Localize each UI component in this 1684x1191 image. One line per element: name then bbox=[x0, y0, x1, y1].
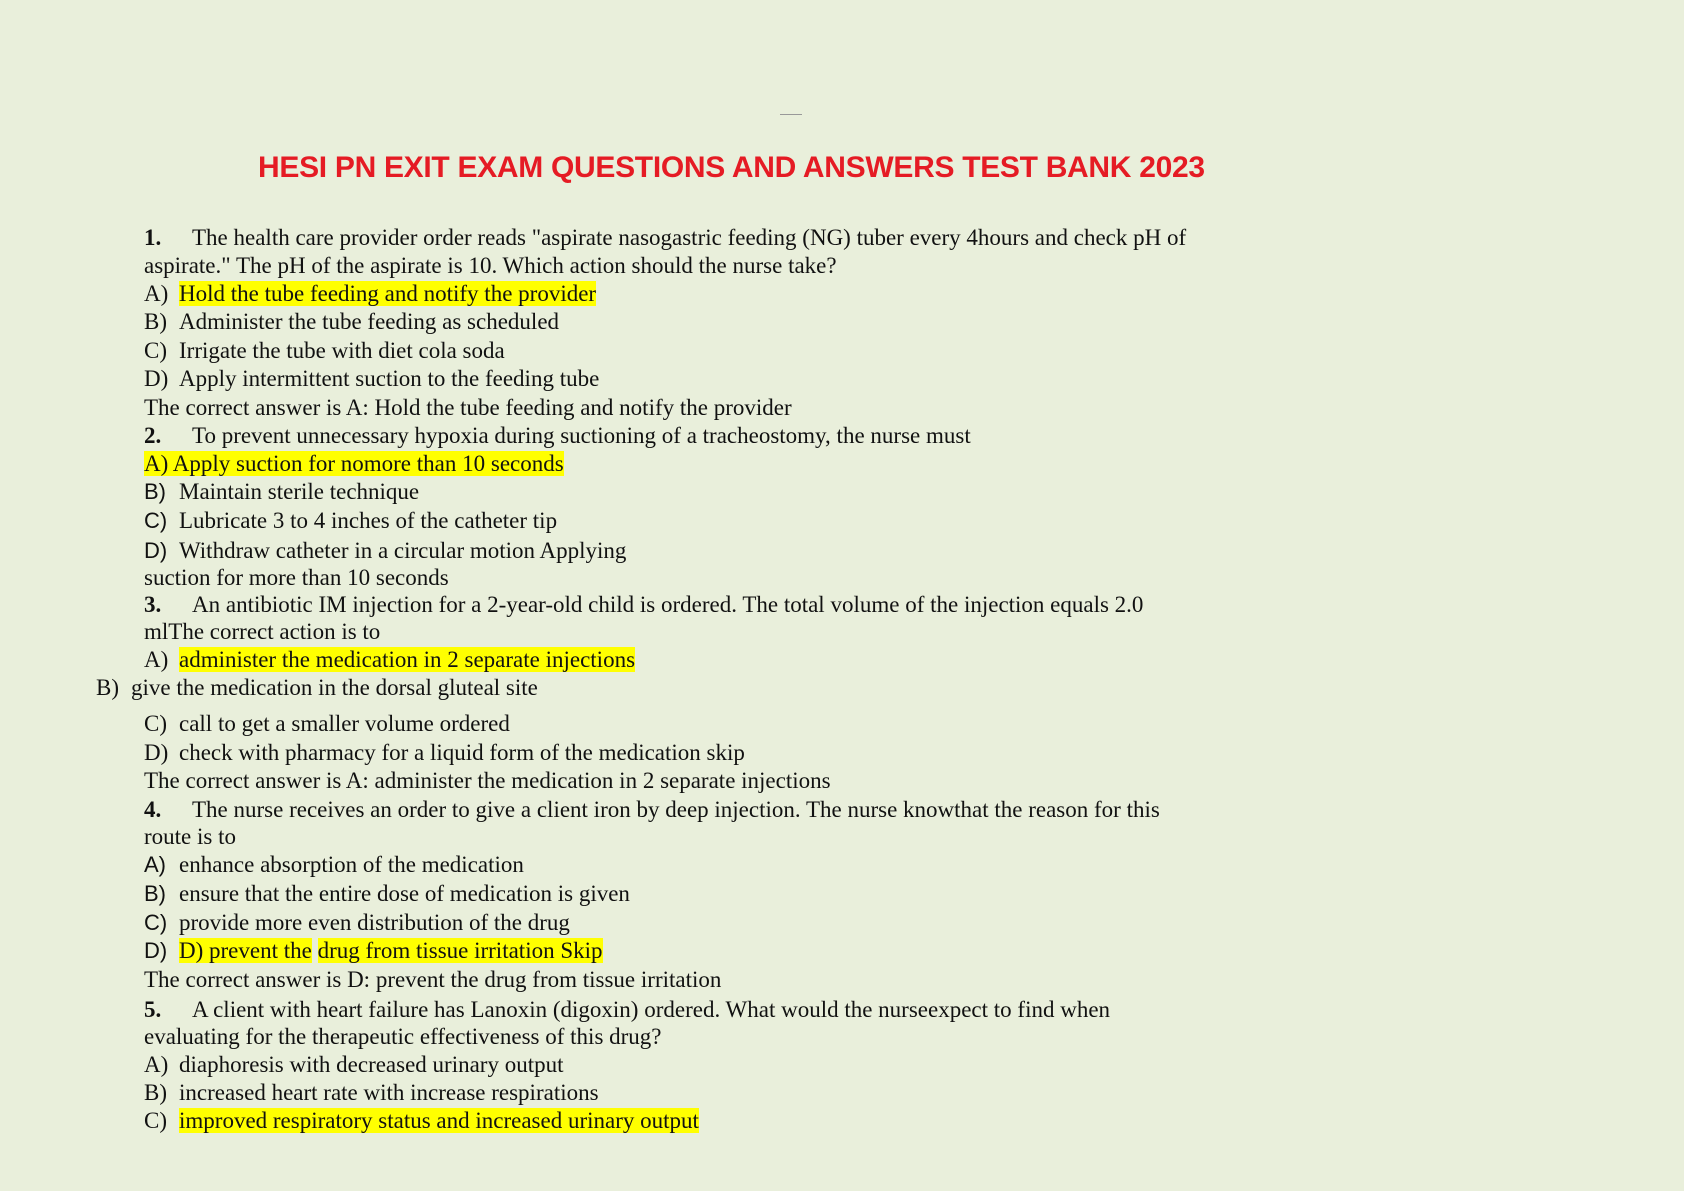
question-1-option-b: B) Administer the tube feeding as scheduled bbox=[144, 309, 560, 334]
question-4-option-b: B) ensure that the entire dose of medication is given bbox=[144, 881, 630, 906]
question-4-line-1 bbox=[144, 797, 1160, 823]
question-4-line-2: route is to bbox=[144, 824, 236, 849]
highlighted-answer: improved respiratory status and increased urinary output bbox=[179, 1108, 699, 1133]
question-2-line-1 bbox=[144, 423, 971, 449]
document-title: HESI PN EXIT EXAM QUESTIONS AND ANSWERS TEST BANK 2023 bbox=[258, 151, 1205, 184]
question-5-line-2: evaluating for the therapeutic effectiveness of this drug? bbox=[144, 1024, 662, 1049]
question-2-option-d: D) Withdraw catheter in a circular motion Applying bbox=[144, 538, 627, 563]
question-1-option-c: C) Irrigate the tube with diet cola soda bbox=[144, 338, 505, 363]
question-3-answer: The correct answer is A: administer the medication in 2 separate injections bbox=[144, 768, 831, 793]
highlighted-answer: administer the medication in 2 separate injections bbox=[179, 647, 636, 672]
question-2-option-a bbox=[144, 451, 564, 477]
question-2-option-c: C) Lubricate 3 to 4 inches of the catheter tip bbox=[144, 508, 558, 533]
question-1-option-d: D) Apply intermittent suction to the feeding tube bbox=[144, 366, 600, 391]
highlighted-answer: drug from tissue irritation Skip bbox=[317, 938, 603, 963]
question-4-text: The nurse receives an order to give a client iron by deep injection. The nurse knowthat the reason for this bbox=[192, 797, 1160, 822]
question-3-option-d: D) check with pharmacy for a liquid form of the medication skip bbox=[144, 740, 745, 765]
question-3-line-1 bbox=[144, 592, 1143, 618]
question-5-line-1 bbox=[144, 997, 1110, 1023]
question-4-option-a: A) enhance absorption of the medication bbox=[144, 852, 524, 877]
question-5-option-b: B) increased heart rate with increase respirations bbox=[144, 1080, 599, 1105]
question-5-number: 5. bbox=[144, 997, 162, 1022]
question-1-line-2: aspirate." The pH of the aspirate is 10. Which action should the nurse take? bbox=[144, 253, 837, 278]
question-2-option-b: B) Maintain sterile technique bbox=[144, 479, 420, 504]
question-1-answer: The correct answer is A: Hold the tube feeding and notify the provider bbox=[144, 395, 792, 420]
highlighted-answer: Hold the tube feeding and notify the provider bbox=[179, 281, 597, 306]
header-mark bbox=[780, 114, 802, 115]
question-1-option-a: A) Hold the tube feeding and notify the provider bbox=[144, 281, 597, 306]
question-3-line-2: mlThe correct action is to bbox=[144, 619, 381, 644]
question-2-text: To prevent unnecessary hypoxia during suctioning of a tracheostomy, the nurse must bbox=[192, 423, 971, 448]
question-3-option-a: A) administer the medication in 2 separate injections bbox=[144, 647, 636, 672]
question-4-answer: The correct answer is D: prevent the drug from tissue irritation bbox=[144, 967, 722, 992]
question-1-text: The health care provider order reads "aspirate nasogastric feeding (NG) tuber every 4hours and check pH of bbox=[192, 225, 1187, 250]
question-4-option-c: C) provide more even distribution of the drug bbox=[144, 910, 570, 935]
question-5-option-c: C) improved respiratory status and increased urinary output bbox=[144, 1108, 699, 1133]
question-3-text: An antibiotic IM injection for a 2-year-old child is ordered. The total volume of the injection equals 2.0 bbox=[192, 592, 1144, 617]
question-5-option-a: A) diaphoresis with decreased urinary output bbox=[144, 1052, 564, 1077]
highlighted-answer: D) prevent the bbox=[179, 938, 312, 963]
question-1-line-1 bbox=[144, 225, 1186, 251]
question-2-option-d-continued: suction for more than 10 seconds bbox=[144, 565, 449, 590]
question-5-text: A client with heart failure has Lanoxin (digoxin) ordered. What would the nurseexpect to find when bbox=[192, 997, 1111, 1022]
question-1-number: 1. bbox=[144, 225, 162, 250]
question-2-number: 2. bbox=[144, 423, 162, 448]
question-3-number: 3. bbox=[144, 592, 162, 617]
question-3-option-b: B) give the medication in the dorsal gluteal site bbox=[96, 675, 538, 700]
highlighted-answer: A) Apply suction for nomore than 10 seconds bbox=[144, 451, 564, 476]
question-3-option-c: C) call to get a smaller volume ordered bbox=[144, 711, 510, 736]
question-4-number: 4. bbox=[144, 797, 162, 822]
question-4-option-d: D) D) prevent the drug from tissue irritation Skip bbox=[144, 938, 603, 963]
